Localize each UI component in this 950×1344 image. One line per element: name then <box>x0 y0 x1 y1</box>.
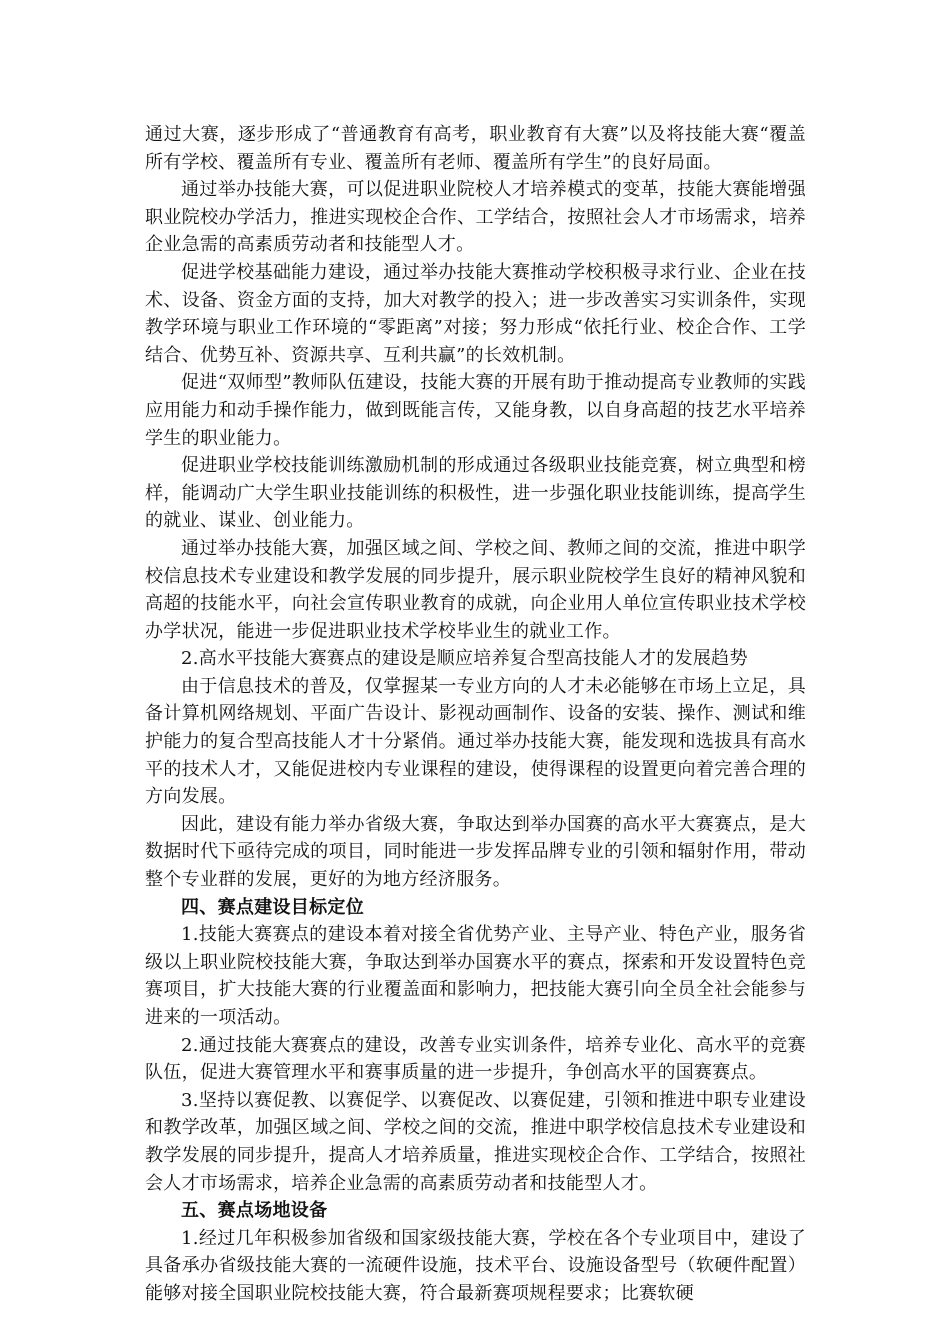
paragraph: 由于信息技术的普及，仅掌握某一专业方向的人才未必能够在市场上立足，具备计算机网络规划、平面广告设计、影视动画制作、设备的安装、操作、测试和维护能力的复合型高技能人才十分紧俏。通过举办技能大赛，能发现和选拔具有高水平的技术人才，又能促进校内专业课程的建设，使得课程的设置更向着完善合理的方向发展。 <box>145 675 806 808</box>
section-heading: 五、赛点场地设备 <box>181 1200 328 1222</box>
paragraph: 促进学校基础能力建设，通过举办技能大赛推动学校积极寻求行业、企业在技术、设备、资金方面的支持，加大对教学的投入；进一步改善实习实训条件，实现教学环境与职业工作环境的“零距离”对接；努力形成“依托行业、校企合作、工学结合、优势互补、资源共享、互利共赢”的长效机制。 <box>145 261 806 366</box>
paragraph: 促进“双师型”教师队伍建设，技能大赛的开展有助于推动提高专业教师的实践应用能力和动手操作能力，做到既能言传，又能身教，以自身高超的技艺水平培养学生的职业能力。 <box>145 372 806 449</box>
paragraph: 促进职业学校技能训练激励机制的形成通过各级职业技能竞赛，树立典型和榜样，能调动广大学生职业技能训练的积极性，进一步强化职业技能训练，提高学生的就业、谋业、创业能力。 <box>145 455 806 532</box>
paragraph: 2.通过技能大赛赛点的建设，改善专业实训条件，培养专业化、高水平的竞赛队伍，促进大赛管理水平和赛事质量的进一步提升，争创高水平的国赛赛点。 <box>145 1034 806 1084</box>
paragraph: 通过举办技能大赛，加强区域之间、学校之间、教师之间的交流，推进中职学校信息技术专业建设和教学发展的同步提升，展示职业院校学生良好的精神风貌和高超的技能水平，向社会宣传职业教育的成就，向企业用人单位宣传职业技术学校办学状况，能进一步促进职业技术学校毕业生的就业工作。 <box>145 537 806 642</box>
paragraph: 因此，建设有能力举办省级大赛，争取达到举办国赛的高水平大赛赛点，是大数据时代下亟待完成的项目，同时能进一步发挥品牌专业的引领和辐射作用，带动整个专业群的发展，更好的为地方经济服务。 <box>145 813 806 891</box>
paragraph: 1.技能大赛赛点的建设本着对接全省优势产业、主导产业、特色产业，服务省级以上职业院校技能大赛，争取达到举办国赛水平的赛点，探索和开发设置特色竞赛项目，扩大技能大赛的行业覆盖面和影响力，把技能大赛引向全员全社会能参与进来的一项活动。 <box>145 924 806 1028</box>
paragraph: 1.经过几年积极参加省级和国家级技能大赛，学校在各个专业项目中，建设了具备承办省级技能大赛的一流硬件设施，技术平台、设施设备型号（软硬件配置）能够对接全国职业院校技能大赛，符合最新赛项规程要求；比赛软硬 <box>145 1227 806 1304</box>
section-heading: 四、赛点建设目标定位 <box>181 896 364 918</box>
paragraph: 通过大赛，逐步形成了“普通教育有高考，职业教育有大赛”以及将技能大赛“覆盖所有学校、覆盖所有专业、覆盖所有老师、覆盖所有学生”的良好局面。 <box>145 124 806 173</box>
subsection-title: 2.高水平技能大赛赛点的建设是顺应培养复合型高技能人才的发展趋势 <box>181 648 748 670</box>
document-body <box>145 121 806 1308</box>
paragraph: 通过举办技能大赛，可以促进职业院校人才培养模式的变革，技能大赛能增强职业院校办学活力，推进实现校企合作、工学结合，按照社会人才市场需求，培养企业急需的高素质劳动者和技能型人才。 <box>145 179 806 256</box>
paragraph: 3.坚持以赛促教、以赛促学、以赛促改、以赛促建，引领和推进中职专业建设和教学改革，加强区域之间、学校之间的交流，推进中职学校信息技术专业建设和教学发展的同步提升，提高人才培养质量，推进实现校企合作、工学结合，按照社会人才市场需求，培养企业急需的高素质劳动者和技能型人才。 <box>145 1089 806 1194</box>
